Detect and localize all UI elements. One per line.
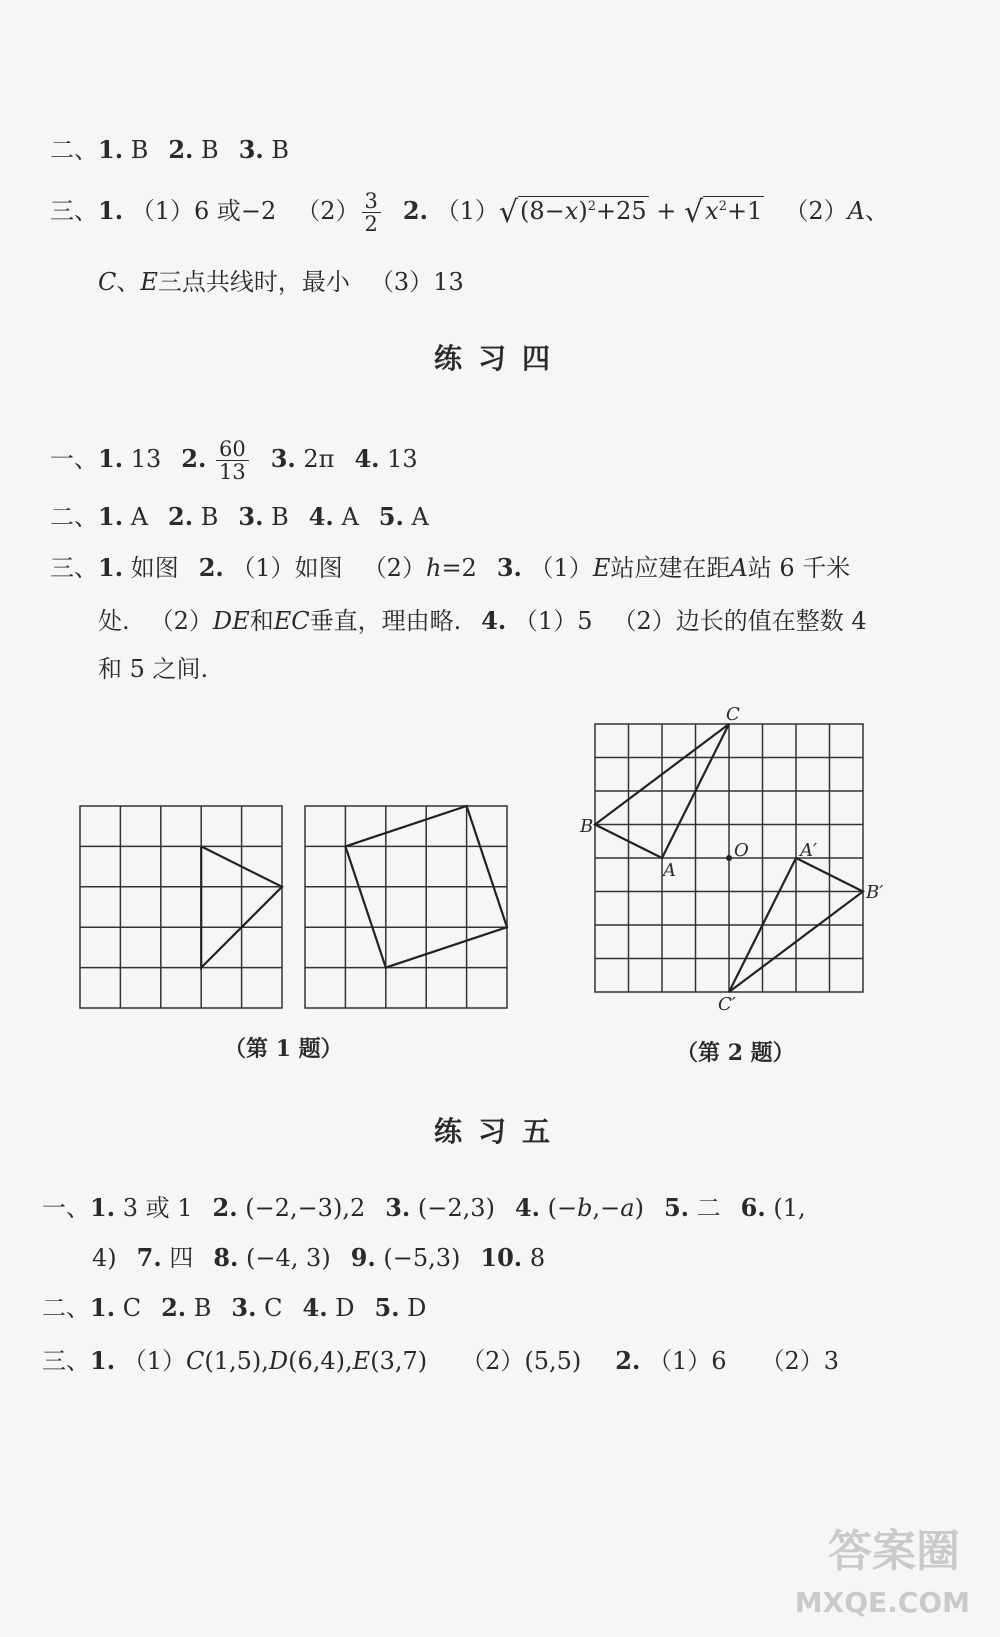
fraction: $\frac{3}{2}$ [362,190,381,235]
fig2-label-a: A [663,860,676,881]
exercise-5-title: 练习五 [433,1115,566,1148]
fig2-label-o: O [734,840,749,861]
sqrt-expression-1: $√(8-x)^2+25$ [498,195,647,231]
ex4-line-5: 和 5 之间. [98,655,209,683]
ex4-line-3: 三、1. 如图 2. （1）如图 （2）h=2 3. （1）E站应建在距A站 6 千米 [50,553,851,582]
watermark-url: MXQE.COM [794,1586,970,1619]
ex4-line-4: 处. （2）DE和EC垂直，理由略. 4. （1）5 （2）边长的值在整数 4 [98,606,867,635]
ex4-line-2: 二、1. A 2. B 3. B 4. A 5. A [50,502,429,531]
answer-line-3-top: 三、1. （1）6 或−2 （2） $\frac{3}{2}$ 2. $(1)√(8-x)^2+25 + √x^2+1$ （2）A、 [50,189,889,237]
ex5-line-2: 4) 7. 四 8. (−4, 3) 9. (−5,3) 10. 8 [92,1243,546,1272]
section-label: 二、 [50,136,98,164]
ex5-line-1: 一、1. 3 或 1 2. (−2,−3),2 3. (−2,3) 4. (−b,−a) 5. 二 6. (1, [42,1193,806,1222]
fig2-label-b1: B′ [866,882,884,903]
answer-line-3-cont: C、E三点共线时，最小 （3）13 [98,268,464,296]
fraction: $\frac{60}{13}$ [216,438,249,483]
fig2-point-o [726,855,732,861]
fig2-label-c: C [726,704,740,725]
fig1-grid-left [80,806,282,1008]
answer-line-2-top: 二、1. B 2. B 3. B [50,135,290,164]
sqrt-expression-2: $√x^2+1$ [684,195,763,231]
fig2-label-b: B [580,816,594,837]
exercise-4-title: 练习四 [433,342,566,375]
watermark-logo: 答案圈 [828,1526,960,1577]
ex4-line-1: 一、1. 13 2. $\frac{60}{13}$ 3. 2π 4. 13 [50,437,418,485]
fig2-label-c1: C′ [718,994,736,1015]
fig2-label-a1: A′ [800,840,818,861]
ex5-line-4: 三、1. （1）C(1,5),D(6,4),E(3,7) （2）(5,5) 2. （1）6 （2）3 [42,1346,840,1375]
fig1-caption: （第 1 题） [224,1036,343,1062]
ex5-line-3: 二、1. C 2. B 3. C 4. D 5. D [42,1293,427,1322]
fig2-caption: （第 2 题） [676,1040,795,1066]
